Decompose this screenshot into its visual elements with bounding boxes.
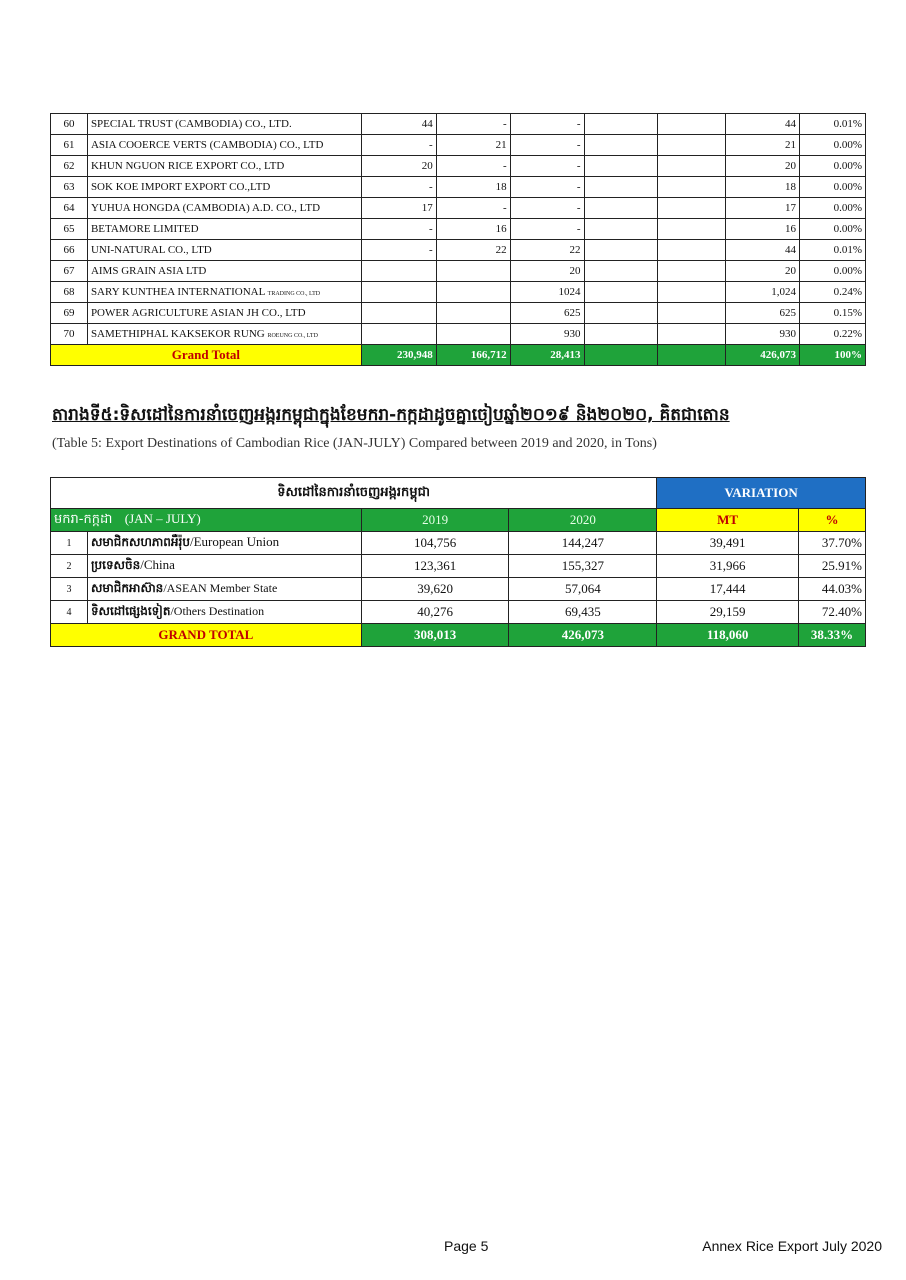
company-name-text: YUHUA HONGDA (CAMBODIA) A.D. CO., LTD [90,202,321,214]
grand-total-c3: 28,413 [510,345,584,366]
destinations-grand-total-row [51,624,866,647]
value-col1: 17 [361,198,436,219]
value-col4 [584,261,658,282]
row-total: 1,024 [726,282,800,303]
row-percent: 0.01% [800,114,866,135]
value-col1: - [361,135,436,156]
period-english: (JAN – JULY) [124,510,201,526]
destinations-subheader-row [51,509,866,532]
value-col5 [658,240,726,261]
row-percent: 0.01% [800,240,866,261]
value-2019: 104,756 [361,532,509,555]
grand-total-c4 [584,345,658,366]
row-total: 44 [726,114,800,135]
destination-number: 2 [51,555,88,578]
table-row [51,219,866,240]
row-total: 18 [726,177,800,198]
value-col3: 930 [510,324,584,345]
value-col4 [584,135,658,156]
col-2019-header: 2019 [361,509,509,532]
value-col2 [436,282,510,303]
variation-mt: 39,491 [657,532,799,555]
company-name-suffix: TRADING CO., LTD [267,291,321,297]
company-name-suffix: ROEUNG CO., LTD [267,333,318,339]
page-number: Page 5 [444,1238,489,1254]
value-2020: 69,435 [509,601,657,624]
period-header [51,509,362,532]
value-2020: 144,247 [509,532,657,555]
destinations-header-row [51,478,866,509]
row-number: 70 [51,324,88,345]
value-col3: - [510,177,584,198]
row-number: 69 [51,303,88,324]
variation-pct: 25.91% [799,555,866,578]
table-row [51,114,866,135]
variation-mt: 31,966 [657,555,799,578]
destination-name-english: /ASEAN Member State [163,581,278,595]
company-name-text: ASIA COOERCE VERTS (CAMBODIA) CO., LTD [90,139,324,151]
destination-row [51,555,866,578]
value-col4 [584,219,658,240]
value-col5 [658,198,726,219]
value-col1: 20 [361,156,436,177]
value-col5 [658,282,726,303]
destination-name [87,578,361,601]
grand-total-c1: 230,948 [361,345,436,366]
grand-total-label: Grand Total [51,345,362,366]
table-row [51,261,866,282]
company-name-text: BETAMORE LIMITED [90,223,199,235]
row-number: 66 [51,240,88,261]
value-col1 [361,261,436,282]
company-name-text: SARY KUNTHEA INTERNATIONAL [90,286,265,298]
company-name [87,240,361,261]
row-total: 21 [726,135,800,156]
destinations-grand-total-label: GRAND TOTAL [51,624,362,647]
value-col3: - [510,156,584,177]
destination-number: 3 [51,578,88,601]
destination-row [51,601,866,624]
company-name-text: SPECIAL TRUST (CAMBODIA) CO., LTD. [90,118,292,130]
value-col2: 18 [436,177,510,198]
row-percent: 0.00% [800,156,866,177]
value-col2: - [436,156,510,177]
value-col2 [436,261,510,282]
destination-name-english: /Others Destination [170,604,265,618]
row-percent: 0.00% [800,135,866,156]
value-col4 [584,240,658,261]
grand-total-row [51,345,866,366]
destination-name-khmer: ទិសដៅផ្សេងទៀត [90,604,171,618]
value-col3: 22 [510,240,584,261]
row-percent: 0.15% [800,303,866,324]
value-col1: - [361,177,436,198]
row-number: 68 [51,282,88,303]
value-col4 [584,324,658,345]
company-name-text: KHUN NGUON RICE EXPORT CO., LTD [90,160,285,172]
variation-pct: 37.70% [799,532,866,555]
value-col3: - [510,219,584,240]
value-col4 [584,177,658,198]
value-col1: 44 [361,114,436,135]
company-name-text: SAMETHIPHAL KAKSEKOR RUNG [90,328,265,340]
row-number: 63 [51,177,88,198]
value-col2: 16 [436,219,510,240]
value-col2 [436,303,510,324]
grand-total-sum: 426,073 [726,345,800,366]
row-percent: 0.22% [800,324,866,345]
value-col5 [658,261,726,282]
row-number: 65 [51,219,88,240]
row-number: 64 [51,198,88,219]
destinations-grand-total-pct: 38.33% [799,624,866,647]
destination-row [51,532,866,555]
value-col1 [361,282,436,303]
destinations-table [50,477,866,647]
destination-row [51,578,866,601]
destinations-title: ទិសដៅនៃការនាំចេញអង្ករកម្ពុជា [51,478,657,509]
company-name [87,177,361,198]
value-col4 [584,198,658,219]
destination-name-khmer: សមាជិកសហភាពអឺរ៉ុប [90,535,190,549]
row-total: 930 [726,324,800,345]
exporters-table [50,113,866,366]
destination-name [87,601,361,624]
value-col4 [584,156,658,177]
row-percent: 0.00% [800,198,866,219]
value-col1 [361,324,436,345]
table-row [51,156,866,177]
table-row [51,240,866,261]
table-row [51,303,866,324]
company-name-text: UNI-NATURAL CO., LTD [90,244,212,256]
row-total: 44 [726,240,800,261]
value-col4 [584,282,658,303]
company-name [87,219,361,240]
value-col1: - [361,240,436,261]
row-number: 61 [51,135,88,156]
company-name-text: SOK KOE IMPORT EXPORT CO.,LTD [90,181,271,193]
destination-name-khmer: ប្រទេសចិន [90,558,141,572]
destination-name-english: /China [140,557,175,572]
company-name [87,324,361,345]
grand-total-c5 [658,345,726,366]
row-total: 20 [726,261,800,282]
value-col2: - [436,114,510,135]
value-col3: 20 [510,261,584,282]
row-percent: 0.00% [800,219,866,240]
company-name [87,156,361,177]
table-row [51,198,866,219]
col-2020-header: 2020 [509,509,657,532]
row-number: 62 [51,156,88,177]
value-2020: 57,064 [509,578,657,601]
value-col3: - [510,114,584,135]
grand-total-c2: 166,712 [436,345,510,366]
value-2019: 123,361 [361,555,509,578]
row-total: 20 [726,156,800,177]
destinations-grand-total-mt: 118,060 [657,624,799,647]
row-percent: 0.00% [800,177,866,198]
value-col5 [658,114,726,135]
table-row [51,324,866,345]
value-col3: 1024 [510,282,584,303]
destinations-grand-total-2019: 308,013 [361,624,509,647]
destination-name [87,532,361,555]
col-mt-header: MT [657,509,799,532]
destination-name [87,555,361,578]
value-col3: 625 [510,303,584,324]
value-col4 [584,303,658,324]
value-col5 [658,303,726,324]
company-name [87,303,361,324]
company-name [87,135,361,156]
table-row [51,177,866,198]
variation-pct: 72.40% [799,601,866,624]
value-col2: 21 [436,135,510,156]
value-2019: 40,276 [361,601,509,624]
value-2020: 155,327 [509,555,657,578]
value-col5 [658,156,726,177]
table-row [51,135,866,156]
row-percent: 0.00% [800,261,866,282]
destination-number: 1 [51,532,88,555]
table-row [51,282,866,303]
destination-name-english: /European Union [189,534,280,549]
company-name [87,198,361,219]
col-pct-header: % [799,509,866,532]
value-col3: - [510,135,584,156]
value-col3: - [510,198,584,219]
value-col2 [436,324,510,345]
destinations-grand-total-2020: 426,073 [509,624,657,647]
variation-mt: 17,444 [657,578,799,601]
table5-caption-english: (Table 5: Export Destinations of Cambodian Rice (JAN-JULY) Compared between 2019 and 2020, in Tons) [52,436,657,451]
variation-header: VARIATION [657,478,866,509]
row-total: 625 [726,303,800,324]
value-col5 [658,135,726,156]
destination-number: 4 [51,601,88,624]
value-2019: 39,620 [361,578,509,601]
value-col4 [584,114,658,135]
value-col5 [658,324,726,345]
company-name [87,261,361,282]
row-number: 60 [51,114,88,135]
value-col1 [361,303,436,324]
value-col2: - [436,198,510,219]
variation-mt: 29,159 [657,601,799,624]
company-name [87,282,361,303]
value-col2: 22 [436,240,510,261]
grand-total-pct: 100% [800,345,866,366]
value-col1: - [361,219,436,240]
row-total: 17 [726,198,800,219]
row-number: 67 [51,261,88,282]
company-name-text: AIMS GRAIN ASIA LTD [90,265,207,277]
row-percent: 0.24% [800,282,866,303]
period-khmer: មករា-កក្កដា [54,511,113,527]
value-col5 [658,219,726,240]
table5-caption-khmer: តារាងទី៥:ទិសដៅនៃការនាំចេញអង្ករកម្ពុជាក្នុងខែមករា-កក្កដាដូចគ្នាចៀបឆ្នាំ២០១៩ និង២០២០, គិតជាតោន [52,405,730,425]
footer-title: Annex Rice Export July 2020 [702,1238,882,1254]
row-total: 16 [726,219,800,240]
company-name-text: POWER AGRICULTURE ASIAN JH CO., LTD [90,307,306,319]
variation-pct: 44.03% [799,578,866,601]
value-col5 [658,177,726,198]
destination-name-khmer: សមាជិកអាស៊ាន [90,581,164,595]
company-name [87,114,361,135]
